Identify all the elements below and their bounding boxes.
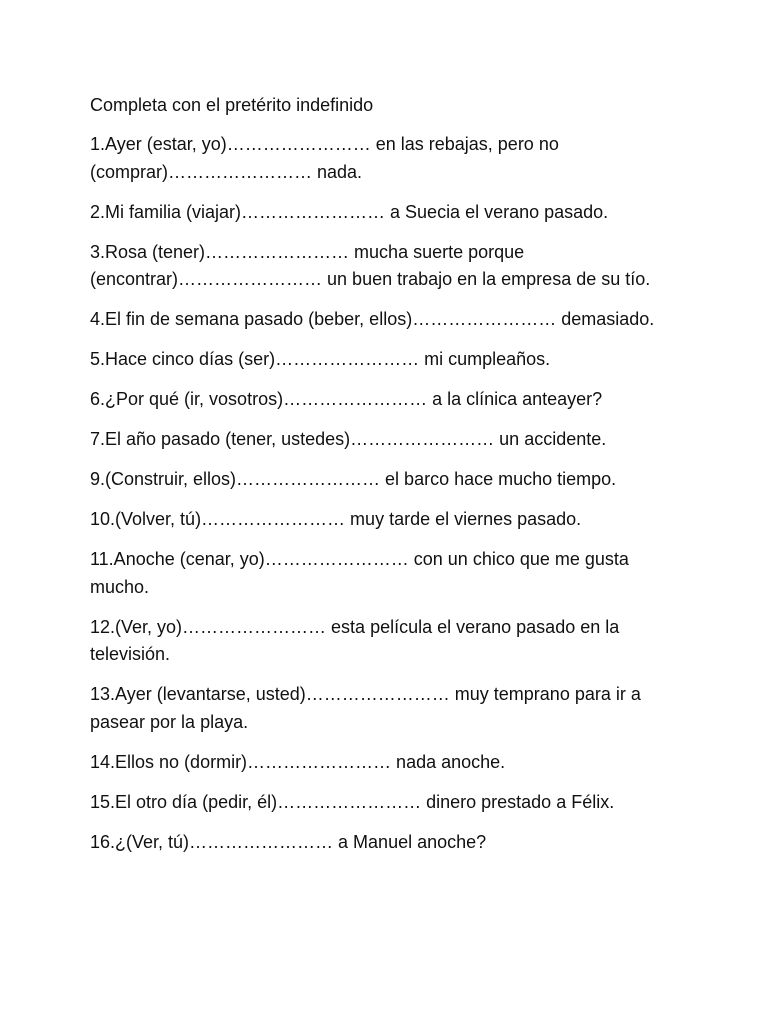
exercise-item-13: 13.Ayer (levantarse, usted)…………………… muy temprano para ir a pasear por la playa.	[90, 684, 641, 732]
exercise-item-11: 11.Anoche (cenar, yo)…………………… con un chico que me gusta mucho.	[90, 549, 629, 597]
exercise-item-2: 2.Mi familia (viajar)…………………… a Suecia el verano pasado.	[90, 201, 609, 222]
exercise-item-1: 1.Ayer (estar, yo)…………………… en las rebajas, pero no (comprar)…………………… nada.	[90, 134, 559, 182]
worksheet-title: Completa con el pretérito indefinido	[90, 95, 374, 115]
exercise-item-5: 5.Hace cinco días (ser)…………………… mi cumpleaños.	[90, 349, 551, 369]
exercise-item-7: 7.El año pasado (tener, ustedes)…………………… un accidente.	[90, 429, 607, 449]
exercise-item-3: 3.Rosa (tener)…………………… mucha suerte porque (encontrar)…………………… un buen trabajo en la empresa de su tío.	[90, 241, 651, 289]
exercise-item-16: 16.¿(Ver, tú)…………………… a Manuel anoche?	[90, 831, 487, 852]
exercise-item-14: 14.Ellos no (dormir)…………………… nada anoche.	[90, 751, 506, 772]
exercise-list	[90, 131, 690, 856]
exercise-item-6: 6.¿Por qué (ir, vosotros)…………………… a la clínica anteayer?	[90, 389, 603, 409]
exercise-item-9: 9.(Construir, ellos)…………………… el barco hace mucho tiempo.	[90, 469, 617, 489]
exercise-item-15: 15.El otro día (pedir, él)…………………… dinero prestado a Félix.	[90, 791, 615, 812]
exercise-item-12: 12.(Ver, yo)…………………… esta película el verano pasado en la televisión.	[90, 616, 620, 664]
exercise-item-10: 10.(Volver, tú)…………………… muy tarde el viernes pasado.	[90, 509, 582, 529]
exercise-item-4: 4.El fin de semana pasado (beber, ellos)…………………… demasiado.	[90, 309, 655, 329]
worksheet-page	[90, 92, 690, 869]
